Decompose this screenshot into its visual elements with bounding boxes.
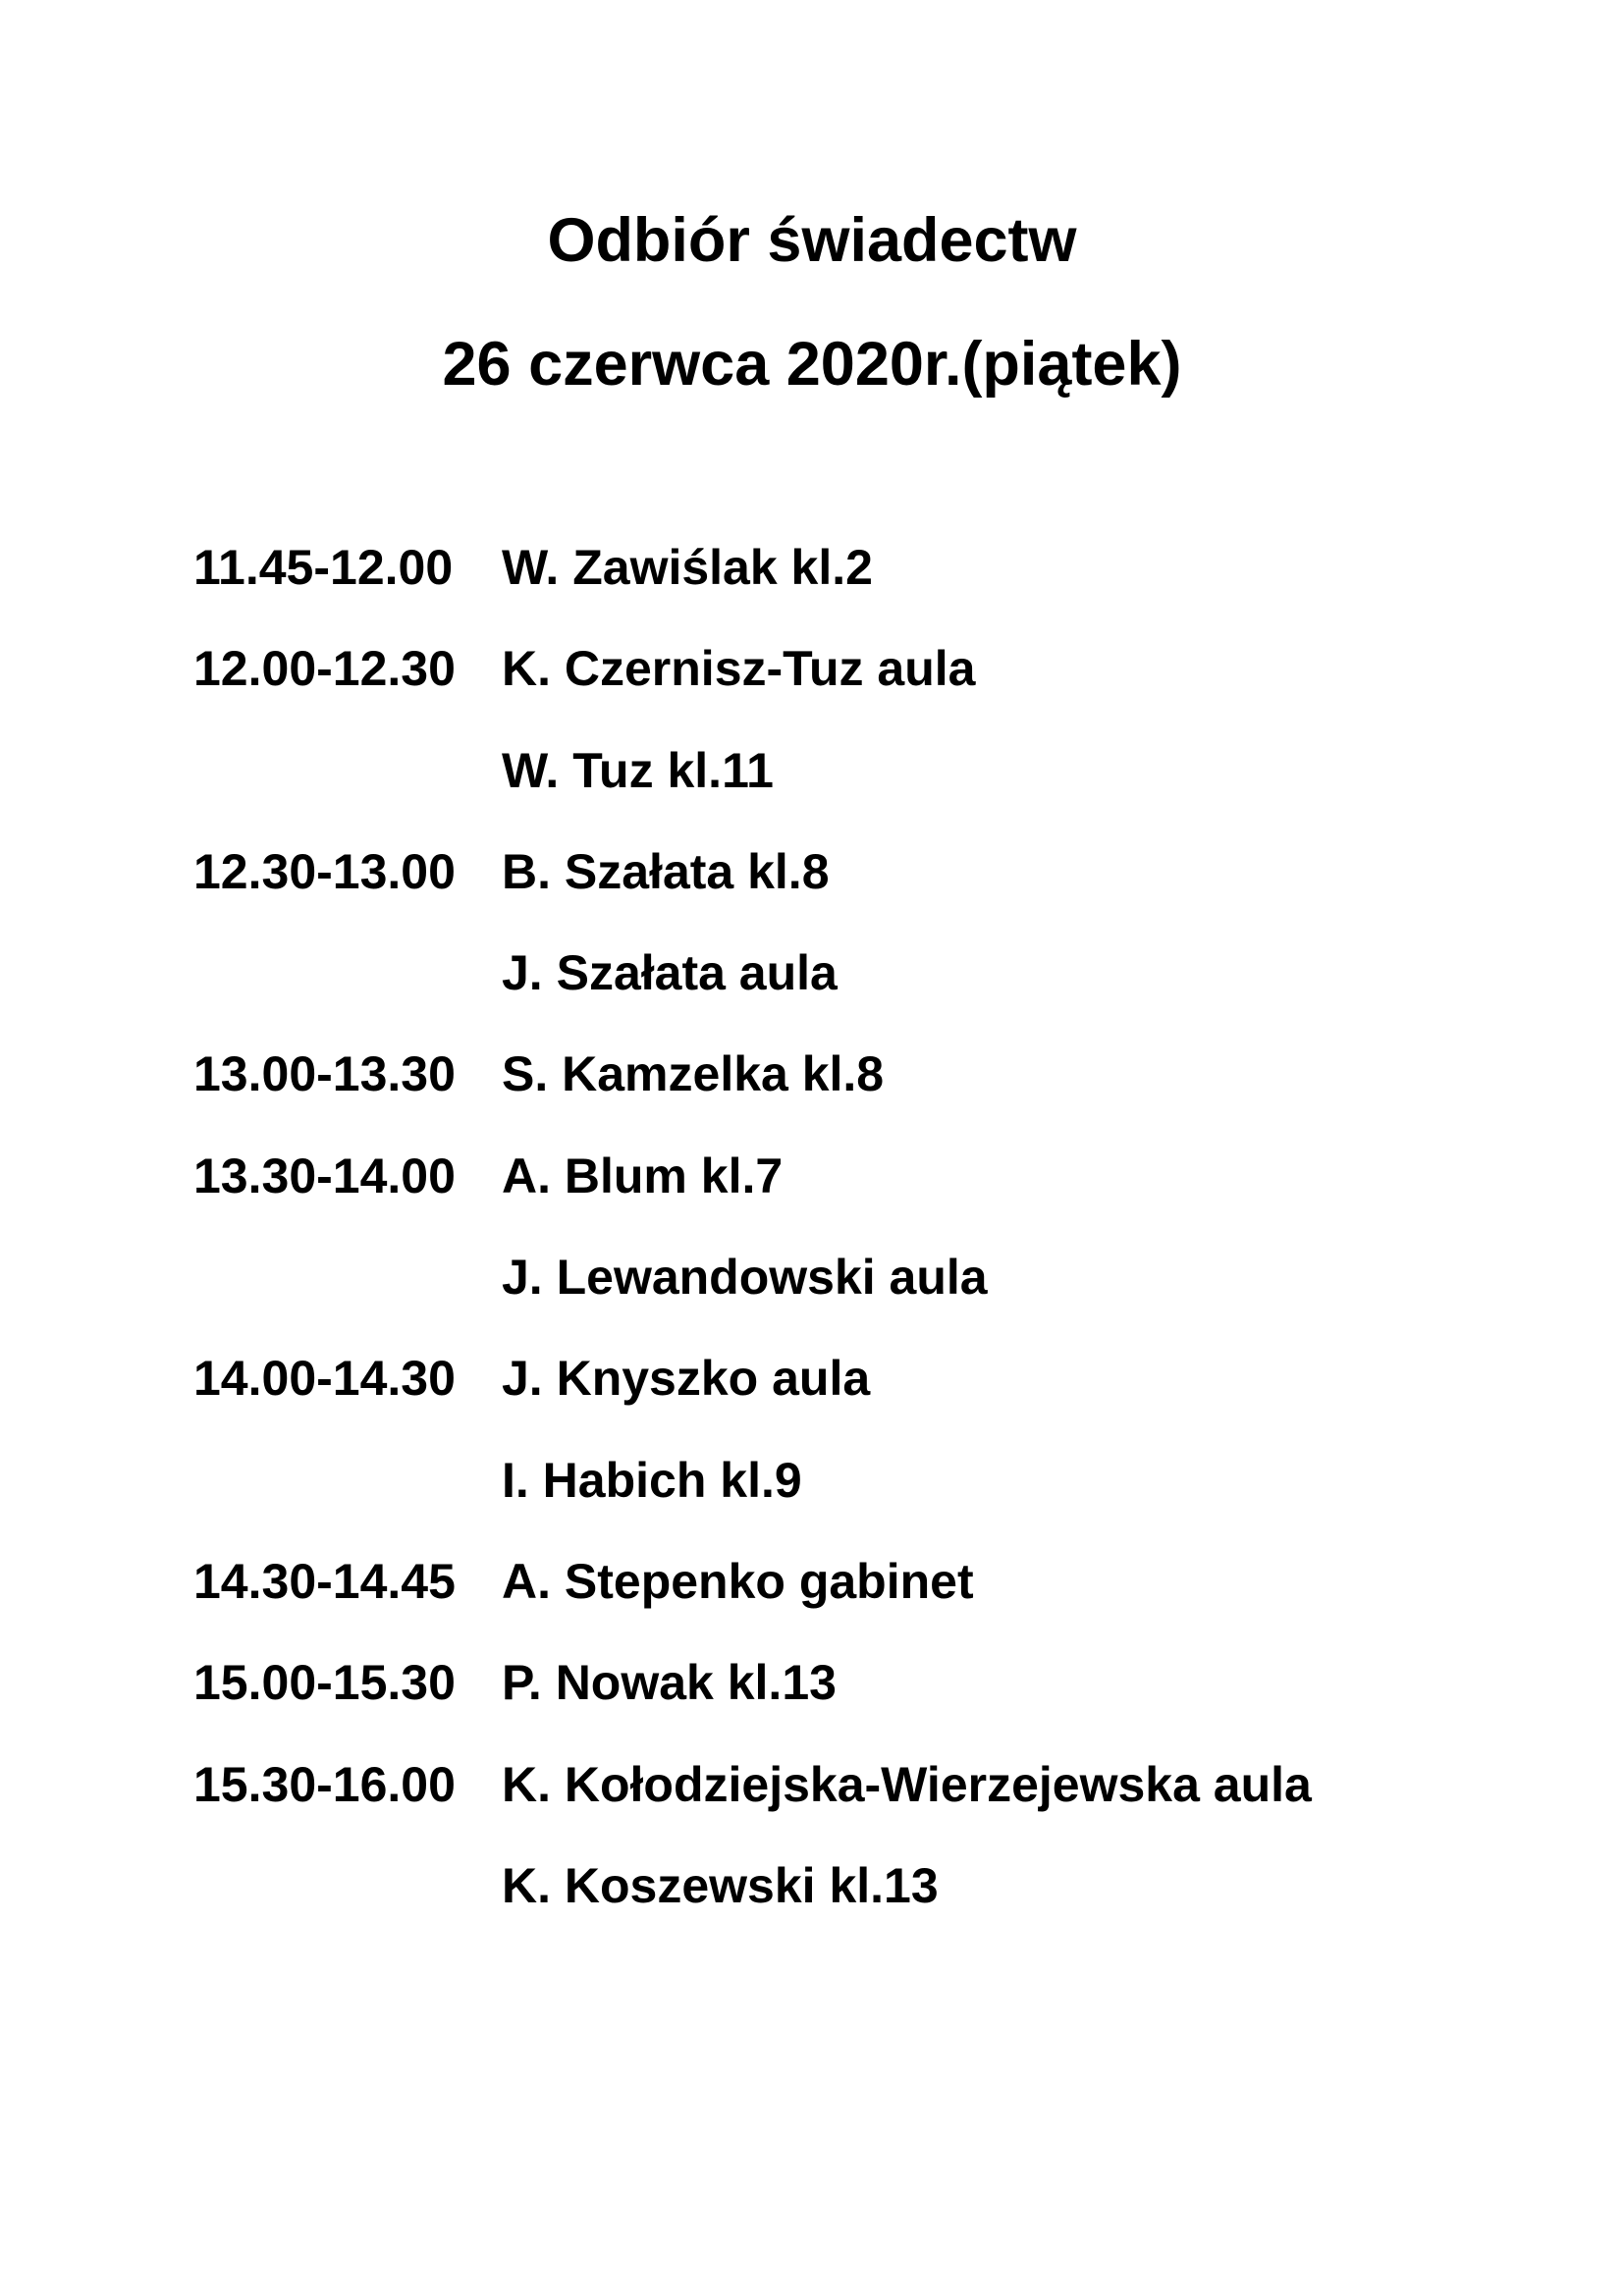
schedule-row [193, 1238, 1588, 1339]
schedule-row [193, 1643, 1588, 1744]
teacher-room: K. Koszewski kl.13 [502, 1857, 939, 1913]
teacher-room: P. Nowak kl.13 [502, 1655, 837, 1711]
time-slot: 13.00-13.30 [193, 1046, 456, 1102]
schedule-row [193, 934, 1588, 1035]
time-slot: 15.00-15.30 [193, 1655, 456, 1711]
schedule-row [193, 1745, 1588, 1846]
time-slot: 11.45-12.00 [193, 540, 454, 595]
schedule-row [193, 1137, 1588, 1238]
document-title: Odbiór świadectw [547, 206, 1077, 275]
teacher-room: S. Kamzelka kl.8 [502, 1046, 885, 1102]
teacher-room: K. Czernisz-Tuz aula [502, 641, 976, 697]
teacher-room: I. Habich kl.9 [502, 1452, 802, 1508]
schedule-row [193, 629, 1588, 730]
teacher-room: K. Kołodziejska-Wierzejewska aula [502, 1756, 1312, 1812]
teacher-room: A. Stepenko gabinet [502, 1553, 974, 1609]
time-slot: 13.30-14.00 [193, 1148, 456, 1203]
teacher-room: B. Szałata kl.8 [502, 843, 830, 899]
time-slot: 14.00-14.30 [193, 1351, 456, 1407]
document-date: 26 czerwca 2020r.(piątek) [442, 330, 1182, 399]
schedule-row [193, 731, 1588, 832]
teacher-room: J. Knyszko aula [502, 1351, 871, 1407]
schedule-row [193, 1035, 1588, 1136]
schedule-list [193, 528, 1588, 1948]
schedule-row [193, 1339, 1588, 1440]
teacher-room: W. Tuz kl.11 [502, 742, 774, 798]
teacher-room: J. Szałata aula [502, 945, 838, 1001]
schedule-row [193, 1846, 1588, 1948]
teacher-room: W. Zawiślak kl.2 [502, 540, 873, 595]
time-slot: 14.30-14.45 [193, 1553, 456, 1609]
time-slot: 12.30-13.00 [193, 843, 456, 899]
time-slot: 15.30-16.00 [193, 1756, 456, 1812]
schedule-row [193, 528, 1588, 629]
schedule-row [193, 832, 1588, 934]
teacher-room: A. Blum kl.7 [502, 1148, 784, 1203]
schedule-row [193, 1441, 1588, 1542]
teacher-room: J. Lewandowski aula [502, 1250, 988, 1306]
schedule-row [193, 1542, 1588, 1643]
time-slot: 12.00-12.30 [193, 641, 456, 697]
